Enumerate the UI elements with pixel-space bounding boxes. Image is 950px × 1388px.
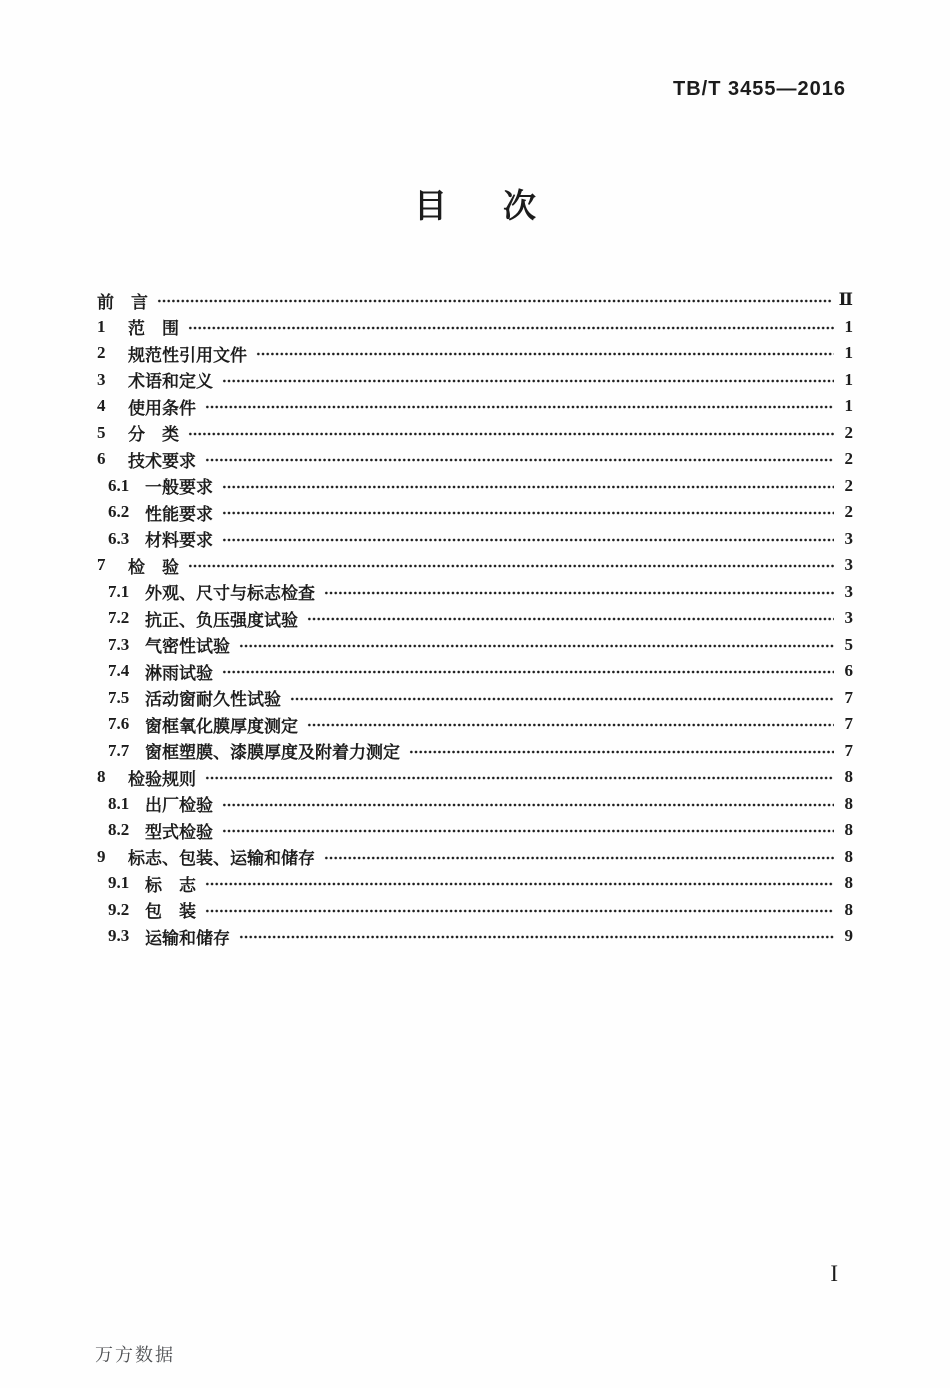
toc-entry-title: 技术要求 <box>128 451 196 471</box>
toc-leader-dots <box>222 799 834 811</box>
toc-entry <box>97 658 853 685</box>
toc-leader-dots <box>222 534 834 546</box>
toc-leader-dots <box>290 693 834 705</box>
toc-page-number: 6 <box>844 661 853 681</box>
toc-page-number: 5 <box>844 634 853 654</box>
toc-entry <box>97 526 853 553</box>
toc-entry-title: 活动窗耐久性试验 <box>145 690 281 710</box>
toc-leader-dots <box>222 507 834 519</box>
toc-entry-title: 淋雨试验 <box>145 663 213 683</box>
toc-page-number: 8 <box>844 820 853 840</box>
toc-page-number: 1 <box>844 343 853 363</box>
toc-entry-title: 窗框塑膜、漆膜厚度及附着力测定 <box>145 743 400 763</box>
toc-entry <box>97 287 853 314</box>
toc-page-number: 7 <box>844 714 853 734</box>
toc-entry-number: 7.6 <box>108 714 130 734</box>
toc-leader-dots <box>256 348 834 360</box>
toc-entry-title: 一般要求 <box>145 478 213 498</box>
toc-page-number: 7 <box>844 740 853 760</box>
toc-entry-number: 9.2 <box>108 899 130 919</box>
toc-entry <box>97 764 853 791</box>
toc-entry-title: 检验规则 <box>128 769 196 789</box>
toc-entry-title: 前 言 <box>97 292 148 312</box>
toc-entry <box>97 446 853 473</box>
toc-entry-title: 检 验 <box>128 557 179 577</box>
toc-entry-title: 运输和储存 <box>145 928 230 948</box>
toc-page-number: Ⅱ <box>838 290 853 310</box>
toc-entry-number: 7.2 <box>108 608 130 628</box>
toc-page-number: 1 <box>844 369 853 389</box>
toc-page-number: 3 <box>844 581 853 601</box>
toc-entry <box>97 552 853 579</box>
toc-page-number: 3 <box>844 528 853 548</box>
toc-leader-dots <box>205 454 834 466</box>
toc-leader-dots <box>222 825 834 837</box>
toc-leader-dots <box>222 666 834 678</box>
toc-entry <box>97 367 853 394</box>
toc-page-number: 8 <box>844 846 853 866</box>
toc-entry-number: 6.1 <box>108 475 130 495</box>
toc-entry-title: 范 围 <box>128 319 179 339</box>
toc-entry-title: 规范性引用文件 <box>128 345 247 365</box>
toc-entry-number: 6.2 <box>108 502 130 522</box>
toc-page-number: 2 <box>844 449 853 469</box>
toc-list <box>97 287 853 950</box>
toc-entry-number: 7 <box>97 555 106 575</box>
toc-entry-number: 7.7 <box>108 740 130 760</box>
toc-page-number: 8 <box>844 873 853 893</box>
toc-leader-dots <box>205 772 834 784</box>
doc-number: TB/T 3455—2016 <box>673 78 846 100</box>
toc-leader-dots <box>409 746 834 758</box>
toc-entry-number: 6.3 <box>108 528 130 548</box>
toc-entry-title: 型式检验 <box>145 822 213 842</box>
toc-page-number: 2 <box>844 475 853 495</box>
toc-entry <box>97 844 853 871</box>
toc-page-number: 1 <box>844 396 853 416</box>
toc-entry-title: 包 装 <box>145 902 196 922</box>
toc-page-number: 7 <box>844 687 853 707</box>
toc-entry-number: 9.3 <box>108 926 130 946</box>
watermark-text: 万方数据 <box>95 1345 175 1365</box>
toc-entry-number: 8 <box>97 767 106 787</box>
toc-entry <box>97 923 853 950</box>
toc-entry-number: 1 <box>97 316 106 336</box>
toc-page-number: 3 <box>844 608 853 628</box>
toc-page-number: 9 <box>844 926 853 946</box>
toc-entry-number: 7.4 <box>108 661 130 681</box>
toc-entry-number: 8.1 <box>108 793 130 813</box>
toc-entry-number: 7.3 <box>108 634 130 654</box>
toc-entry-title: 出厂检验 <box>145 796 213 816</box>
toc-page-number: 1 <box>844 316 853 336</box>
toc-entry-title: 气密性试验 <box>145 637 230 657</box>
toc-entry-number: 9.1 <box>108 873 130 893</box>
toc-leader-dots <box>205 401 834 413</box>
toc-entry <box>97 314 853 341</box>
toc-leader-dots <box>205 905 834 917</box>
toc-page-number: 2 <box>844 422 853 442</box>
page-title: 目 次 <box>413 189 548 225</box>
toc-entry <box>97 579 853 606</box>
toc-leader-dots <box>307 613 834 625</box>
toc-entry-title: 分 类 <box>128 425 179 445</box>
toc-entry-title: 外观、尺寸与标志检查 <box>145 584 315 604</box>
toc-entry-title: 材料要求 <box>145 531 213 551</box>
toc-entry-number: 6 <box>97 449 106 469</box>
toc-leader-dots <box>239 931 834 943</box>
toc-entry-number: 3 <box>97 369 106 389</box>
toc-entry <box>97 817 853 844</box>
toc-entry <box>97 499 853 526</box>
toc-leader-dots <box>188 428 834 440</box>
toc-entry-number: 4 <box>97 396 106 416</box>
toc-entry <box>97 685 853 712</box>
toc-entry <box>97 473 853 500</box>
toc-entry <box>97 420 853 447</box>
toc-leader-dots <box>239 640 834 652</box>
toc-leader-dots <box>188 322 834 334</box>
toc-entry-title: 术语和定义 <box>128 372 213 392</box>
toc-entry-title: 标志、包装、运输和储存 <box>128 849 315 869</box>
toc-entry <box>97 711 853 738</box>
toc-page-number: 2 <box>844 502 853 522</box>
toc-entry-number: 7.1 <box>108 581 130 601</box>
toc-page-number: 8 <box>844 899 853 919</box>
toc-leader-dots <box>205 878 834 890</box>
toc-entry-title: 窗框氧化膜厚度测定 <box>145 716 298 736</box>
toc-entry-number: 2 <box>97 343 106 363</box>
toc-entry <box>97 632 853 659</box>
toc-entry-number: 9 <box>97 846 106 866</box>
toc-entry-number: 7.5 <box>108 687 130 707</box>
toc-page-number: 8 <box>844 767 853 787</box>
toc-entry <box>97 870 853 897</box>
toc-entry <box>97 738 853 765</box>
toc-page-number: 8 <box>844 793 853 813</box>
toc-entry-title: 性能要求 <box>145 504 213 524</box>
toc-entry <box>97 340 853 367</box>
folio-page-number: I <box>830 1261 838 1286</box>
toc-leader-dots <box>324 587 834 599</box>
toc-entry <box>97 393 853 420</box>
toc-leader-dots <box>324 852 834 864</box>
toc-entry-title: 抗正、负压强度试验 <box>145 610 298 630</box>
toc-entry-number: 8.2 <box>108 820 130 840</box>
toc-entry <box>97 791 853 818</box>
toc-entry-number: 5 <box>97 422 106 442</box>
toc-entry <box>97 897 853 924</box>
toc-leader-dots <box>222 375 834 387</box>
toc-leader-dots <box>307 719 834 731</box>
toc-page-number: 3 <box>844 555 853 575</box>
toc-entry-title: 使用条件 <box>128 398 196 418</box>
toc-leader-dots <box>188 560 834 572</box>
toc-leader-dots <box>222 481 834 493</box>
toc-entry-title: 标 志 <box>145 875 196 895</box>
toc-leader-dots <box>157 295 832 307</box>
toc-entry <box>97 605 853 632</box>
